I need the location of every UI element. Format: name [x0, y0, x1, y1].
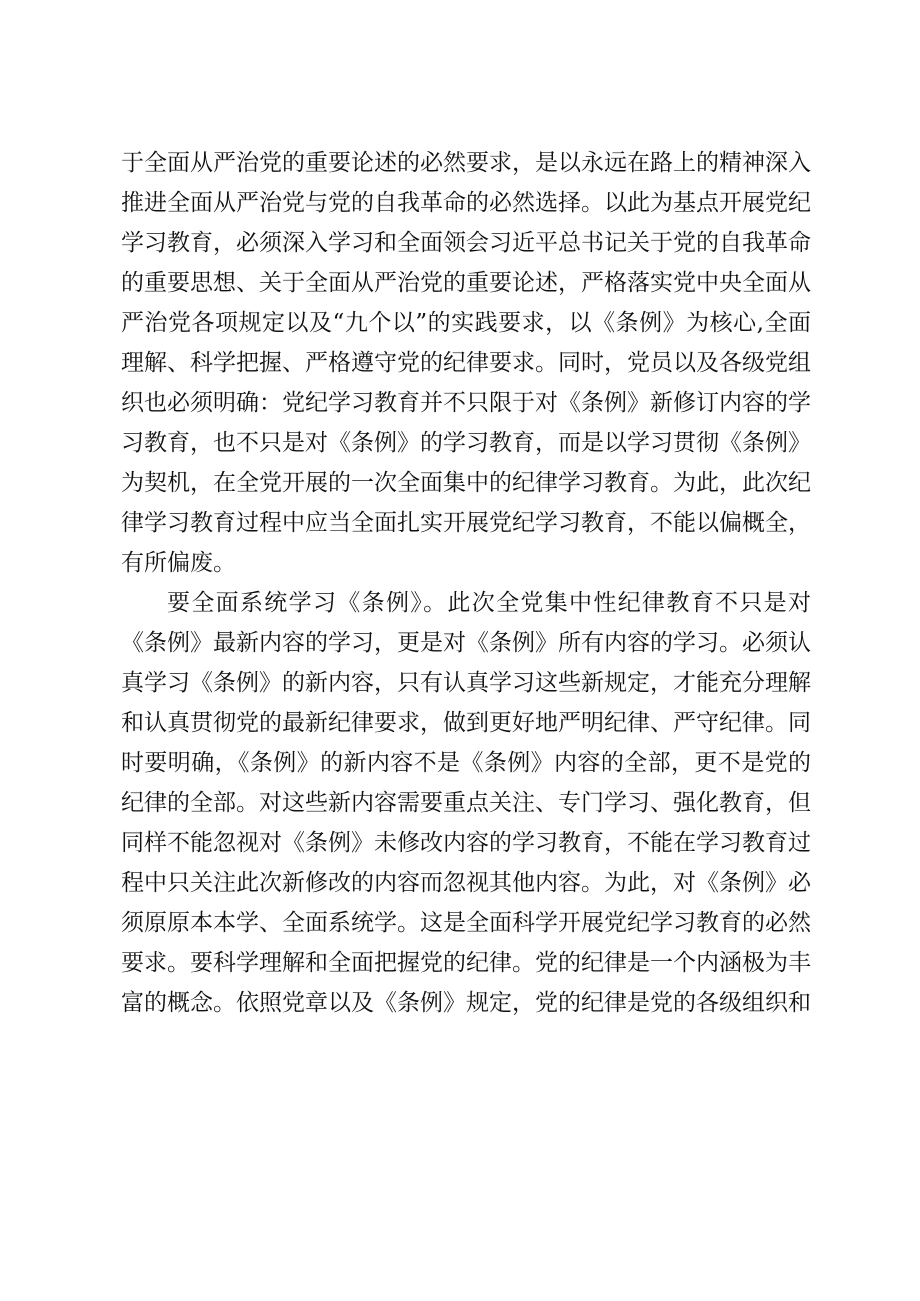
text-line: 和认真贯彻党的最新纪律要求，做到更好地严明纪律、严守纪律。同 [121, 710, 811, 736]
text-line: 要全面系统学习《条例》。此次全党集中性纪律教育不只是对 [167, 590, 811, 616]
text-line: 于全面从严治党的重要论述的必然要求，是以永远在路上的精神深入 [121, 150, 811, 176]
text-line: 学习教育，必须深入学习和全面领会习近平总书记关于党的自我革命 [121, 230, 811, 256]
text-line: 为契机，在全党开展的一次全面集中的纪律学习教育。为此，此次纪 [121, 470, 811, 496]
paragraph [121, 583, 811, 1023]
text-line: 律学习教育过程中应当全面扎实开展党纪学习教育，不能以偏概全， [121, 510, 811, 536]
text-line: 真学习《条例》的新内容，只有认真学习这些新规定，才能充分理解 [121, 670, 811, 696]
document-body [121, 143, 811, 1023]
text-line: 严治党各项规定以及“九个以”的实践要求，以《条例》为核心,全面 [121, 310, 811, 336]
text-line: 要求。要科学理解和全面把握党的纪律。党的纪律是一个内涵极为丰 [121, 950, 811, 976]
text-line: 有所偏废。 [121, 550, 236, 576]
text-line: 须原原本本学、全面系统学。这是全面科学开展党纪学习教育的必然 [121, 910, 811, 936]
text-line: 理解、科学把握、严格遵守党的纪律要求。同时，党员以及各级党组 [121, 350, 811, 376]
text-line: 纪律的全部。对这些新内容需要重点关注、专门学习、强化教育，但 [121, 790, 811, 816]
text-line: 的重要思想、关于全面从严治党的重要论述，严格落实党中央全面从 [121, 270, 811, 296]
text-line: 《条例》最新内容的学习，更是对《条例》所有内容的学习。必须认 [121, 630, 811, 656]
text-line: 习教育，也不只是对《条例》的学习教育，而是以学习贯彻《条例》 [121, 430, 811, 456]
text-line: 同样不能忽视对《条例》未修改内容的学习教育，不能在学习教育过 [121, 830, 811, 856]
paragraph [121, 143, 811, 583]
text-line: 富的概念。依照党章以及《条例》规定，党的纪律是党的各级组织和 [121, 990, 811, 1016]
text-line: 程中只关注此次新修改的内容而忽视其他内容。为此，对《条例》必 [121, 870, 811, 896]
text-line: 时要明确，《条例》的新内容不是《条例》内容的全部，更不是党的 [121, 750, 811, 776]
text-line: 推进全面从严治党与党的自我革命的必然选择。以此为基点开展党纪 [121, 190, 811, 216]
text-line: 织也必须明确：党纪学习教育并不只限于对《条例》新修订内容的学 [121, 390, 811, 416]
